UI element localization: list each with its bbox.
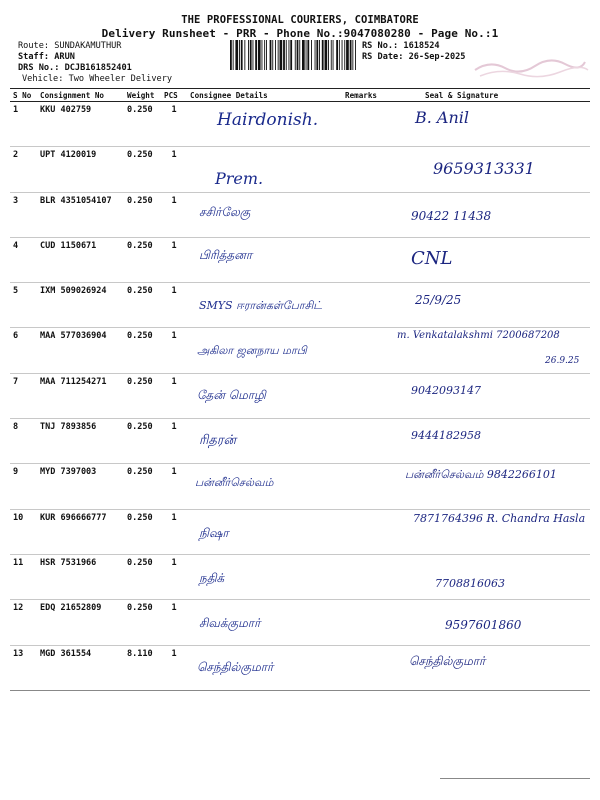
consignee-handwriting: சசிர்லேகு [199,204,251,219]
col-header-sno: S No [10,89,37,102]
row-weight: 0.250 [124,328,161,373]
consignee-handwriting: நிஷா [199,525,229,540]
barcode-bar [295,40,296,70]
row-weight: 0.250 [124,283,161,328]
row-weight: 0.250 [124,192,161,237]
barcode-bar [283,40,285,70]
row-consignee [187,509,342,554]
row-weight: 0.250 [124,147,161,192]
row-remarks [342,373,395,418]
row-consignee [187,147,342,192]
consignee-handwriting: பன்னீர்செல்வம் [195,476,274,490]
barcode-bar [253,40,254,70]
barcode-bar [278,40,279,70]
row-consignment-no: KKU 402759 [37,102,124,147]
row-remarks [342,554,395,599]
signature-handwriting: செந்தில்குமார் [409,653,486,668]
row-consignee [187,419,342,464]
row-consignment-no: MYD 7397003 [37,464,124,509]
table-row [10,192,590,237]
row-sno: 3 [10,192,37,237]
barcode-bar [328,40,329,70]
rs-date: RS Date: 26-Sep-2025 [362,52,466,62]
signature-date: 26.9.25 [545,356,580,367]
barcode-bar [331,40,332,70]
row-consignee [187,328,342,373]
row-signature [395,192,590,237]
row-consignment-no: BLR 4351054107 [37,192,124,237]
consignee-handwriting: ரிதரன் [199,433,237,449]
row-weight: 0.250 [124,102,161,147]
barcode-bar [352,40,353,70]
table-row [10,464,590,509]
barcode-bar [311,40,312,70]
row-sno: 9 [10,464,37,509]
runsheet-title: Delivery Runsheet - PRR - Phone No.:9047080280 - Page No.:1 [101,27,499,40]
barcode-bar [266,40,267,70]
row-sno: 8 [10,419,37,464]
row-pcs: 1 [161,509,187,554]
table-row [10,509,590,554]
barcode-bar [297,40,299,70]
consignee-handwriting: செந்தில்குமார் [197,659,274,674]
signature-handwriting: 9444182958 [411,429,481,443]
row-remarks [342,645,395,690]
row-consignee [187,283,342,328]
row-weight: 0.250 [124,237,161,282]
row-consignment-no: KUR 696666777 [37,509,124,554]
barcode-bar [230,40,232,70]
row-signature [395,102,590,147]
barcode-bar [290,40,292,70]
row-sno: 11 [10,554,37,599]
row-signature [395,147,590,192]
row-pcs: 1 [161,283,187,328]
row-signature [395,464,590,509]
table-row [10,147,590,192]
row-sno: 4 [10,237,37,282]
row-pcs: 1 [161,554,187,599]
route-label: Route: SUNDAKAMUTHUR [18,41,122,51]
row-consignee [187,373,342,418]
row-consignment-no: IXM 509026924 [37,283,124,328]
signature-handwriting: 9042093147 [411,383,481,397]
divider [440,778,590,779]
row-remarks [342,192,395,237]
barcode-bar [355,40,356,70]
staff-label: Staff: ARUN [18,52,75,62]
row-weight: 0.250 [124,373,161,418]
row-signature [395,328,590,373]
table-header-row [10,89,590,102]
row-remarks [342,147,395,192]
row-consignment-no: EDQ 21652809 [37,600,124,645]
row-consignee [187,554,342,599]
row-pcs: 1 [161,373,187,418]
barcode-bar [275,40,276,70]
row-sno: 13 [10,645,37,690]
barcode-bar [258,40,261,70]
row-weight: 0.250 [124,554,161,599]
barcode-bar [325,40,328,70]
row-remarks [342,283,395,328]
signature-handwriting: 25/9/25 [415,293,462,308]
barcode-bar [239,40,240,70]
row-weight: 8.110 [124,645,161,690]
barcode-bar [241,40,243,70]
row-consignee [187,600,342,645]
barcode-bar [306,40,307,70]
row-remarks [342,600,395,645]
signature-handwriting: 9659313331 [433,159,535,179]
row-remarks [342,509,395,554]
consignee-handwriting: சிவக்குமார் [199,616,261,631]
consignee-handwriting: Hairdonish. [217,110,319,130]
barcode-bar [255,40,257,70]
barcode-bar [344,40,345,70]
row-remarks [342,328,395,373]
row-sno: 10 [10,509,37,554]
consignee-handwriting: பிரித்தனா [199,247,253,262]
table-row [10,419,590,464]
col-header-pcs: PCS [161,89,187,102]
signature-handwriting: 9597601860 [445,618,522,633]
row-pcs: 1 [161,600,187,645]
signature-handwriting: B. Anil [415,108,470,127]
row-consignee [187,102,342,147]
barcode-bar [319,40,320,70]
signature-handwriting: பன்னீர்செல்வம் 9842266101 [405,468,557,482]
barcode-bar [233,40,234,70]
signature-handwriting: m. Venkatalakshmi 7200687208 [397,330,560,342]
barcode-bar [315,40,316,70]
table-row [10,373,590,418]
row-consignee [187,237,342,282]
row-consignment-no: TNJ 7893856 [37,419,124,464]
drs-number: DRS No.: DCJB161852401 [18,63,132,73]
row-remarks [342,464,395,509]
col-header-consignee: Consignee Details [187,89,342,102]
consignee-handwriting: தேன் மொழி [197,387,266,402]
row-consignee [187,645,342,690]
row-signature [395,509,590,554]
barcode-bar [289,40,290,70]
row-consignee [187,192,342,237]
row-pcs: 1 [161,192,187,237]
row-weight: 0.250 [124,419,161,464]
signature-handwriting: 7708816063 [435,576,505,590]
col-header-seal: Seal & Signature [395,89,590,102]
row-signature [395,283,590,328]
row-consignee [187,464,342,509]
signature-handwriting: CNL [411,247,453,269]
barcode-bar [250,40,252,70]
row-consignment-no: MGD 361554 [37,645,124,690]
row-sno: 5 [10,283,37,328]
row-consignment-no: UPT 4120019 [37,147,124,192]
row-signature [395,373,590,418]
barcode-bar [235,40,238,70]
row-weight: 0.250 [124,509,161,554]
barcode-bar [264,40,265,70]
row-remarks [342,102,395,147]
col-header-consignment: Consignment No [37,89,124,102]
table-row [10,600,590,645]
row-pcs: 1 [161,645,187,690]
faded-stamp [470,52,590,82]
row-sno: 7 [10,373,37,418]
col-header-weight: Weight [124,89,161,102]
row-weight: 0.250 [124,600,161,645]
consignee-handwriting: நதிக் [199,570,225,585]
barcode-bar [299,40,300,70]
row-signature [395,419,590,464]
barcode-bar [342,40,343,70]
barcode [230,40,356,70]
table-row [10,328,590,373]
row-pcs: 1 [161,102,187,147]
vehicle-label: Vehicle: Two Wheeler Delivery [22,74,173,84]
row-consignment-no: CUD 1150671 [37,237,124,282]
table-row [10,102,590,147]
col-header-remarks: Remarks [342,89,395,102]
row-remarks [342,419,395,464]
barcode-bar [307,40,309,70]
row-signature [395,600,590,645]
row-sno: 12 [10,600,37,645]
barcode-bar [262,40,263,70]
barcode-bar [248,40,249,70]
consignee-handwriting: அகிலா ஜனநாய மாபி [197,344,307,358]
consignee-handwriting: Prem. [215,169,264,189]
barcode-bar [322,40,324,70]
barcode-bar [270,40,272,70]
row-pcs: 1 [161,147,187,192]
barcode-bar [316,40,318,70]
table-row [10,645,590,690]
row-sno: 6 [10,328,37,373]
row-consignment-no: MAA 711254271 [37,373,124,418]
barcode-bar [280,40,283,70]
table-row [10,554,590,599]
barcode-bar [339,40,340,70]
row-signature [395,237,590,282]
row-sno: 2 [10,147,37,192]
runsheet-table [10,88,590,691]
barcode-bar [286,40,287,70]
row-pcs: 1 [161,328,187,373]
row-sno: 1 [10,102,37,147]
barcode-bar [272,40,273,70]
row-weight: 0.250 [124,464,161,509]
row-consignment-no: MAA 577036904 [37,328,124,373]
signature-handwriting: 7871764396 R. Chandra Hasla [413,511,586,525]
barcode-bar [244,40,245,70]
table-row [10,237,590,282]
table-row [10,283,590,328]
row-pcs: 1 [161,419,187,464]
signature-handwriting: 90422 11438 [411,208,492,223]
barcode-bar [346,40,349,70]
barcode-bar [350,40,352,70]
rs-number: RS No.: 1618524 [362,41,440,51]
row-signature [395,645,590,690]
consignee-handwriting: SMYS ஈரான்கள்போசிட் [199,299,323,313]
row-remarks [342,237,395,282]
row-pcs: 1 [161,237,187,282]
barcode-bar [333,40,334,70]
row-consignment-no: HSR 7531966 [37,554,124,599]
company-title: THE PROFESSIONAL COURIERS, COIMBATORE [181,14,419,26]
barcode-bar [336,40,338,70]
row-signature [395,554,590,599]
barcode-bar [302,40,305,70]
row-pcs: 1 [161,464,187,509]
